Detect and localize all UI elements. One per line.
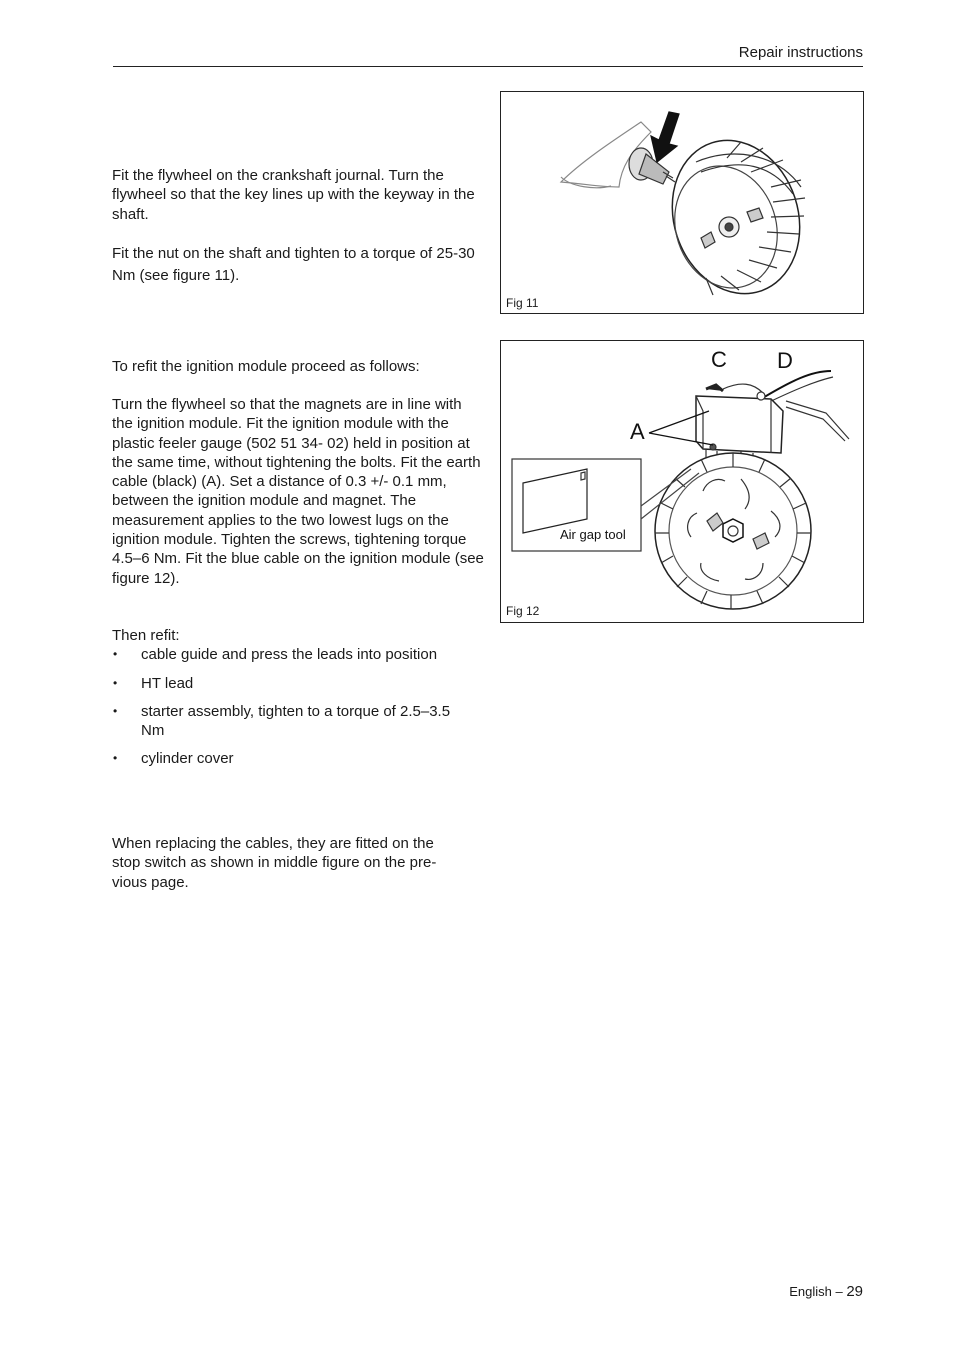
ignition-body: Turn the flywheel so that the magnets are in line with the ignition module. Fit the ignition module with the plastic feeler gauge (502 51 34- 02) held in position at the same time, without tightening the bolts. Fit the earth cable (black) (A). Set a distance of 0.3 +/- 0.1 mm, between the ignition module and magnet. The measurement applies to the two lowest lugs on the ignition module. Tighten the screws, tightening torque 4.5–6 Nm. Fit the blue cable on the ignition module (see figure 12).	[112, 396, 484, 587]
bullet-icon: •	[113, 751, 118, 766]
bullet-icon: •	[113, 647, 118, 662]
list-item: • HT lead	[113, 674, 194, 692]
callout-c: C	[711, 347, 727, 372]
callout-d: D	[777, 348, 793, 373]
page-header	[113, 44, 863, 67]
figure-12	[500, 340, 864, 623]
ignition-intro: To refit the ignition module proceed as follows:	[112, 358, 420, 375]
refit-intro: Then refit:	[112, 627, 180, 644]
ignition-module-illustration	[501, 341, 863, 622]
footer-language: English	[789, 1284, 832, 1299]
cables-paragraph: When replacing the cables, they are fitted on the stop switch as shown in middle figure on the pre-vious page.	[112, 835, 437, 891]
flywheel-paragraph-1: Fit the flywheel on the crankshaft journal. Turn the flywheel so that the key lines up with the keyway in the shaft.	[112, 167, 475, 223]
figure-11-label: Fig 11	[506, 296, 539, 310]
page-number: 29	[846, 1283, 863, 1300]
figure-11	[500, 91, 864, 314]
bullet-icon: •	[113, 703, 118, 718]
callout-a: A	[630, 419, 645, 444]
figure-12-label: Fig 12	[506, 604, 540, 618]
page-footer	[789, 1283, 863, 1300]
flywheel-paragraph-2: Fit the nut on the shaft and tighten to a torque of 25-30 Nm (see figure 11).	[112, 245, 475, 284]
list-item: • starter assembly, tighten to a torque of 2.5–3.5 Nm	[113, 702, 451, 740]
header-title: Repair instructions	[738, 44, 863, 61]
list-item: • cylinder cover	[113, 750, 234, 768]
list-item: • cable guide and press the leads into position	[113, 646, 438, 664]
air-gap-tool-label: Air gap tool	[560, 527, 626, 542]
refit-list	[112, 626, 482, 769]
flywheel-illustration	[501, 92, 863, 313]
bullet-icon: •	[113, 675, 118, 690]
footer-separator: –	[835, 1284, 843, 1299]
